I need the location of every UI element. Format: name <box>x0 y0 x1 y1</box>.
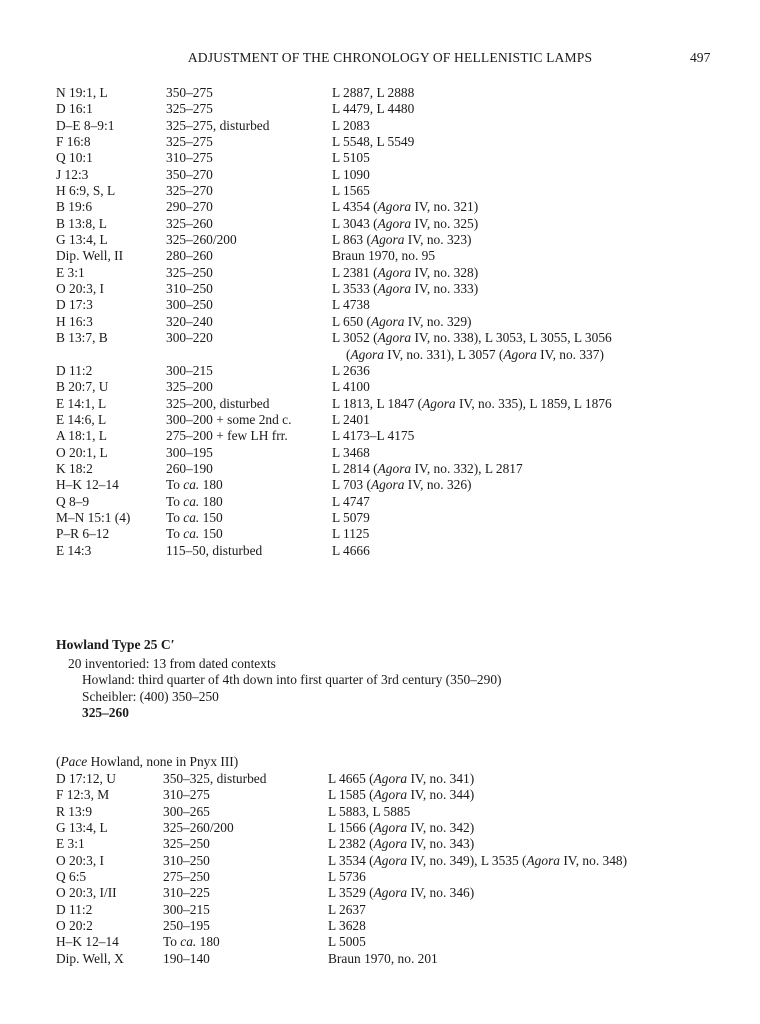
lamp-inventory <box>328 918 366 934</box>
lamp-inventory <box>332 85 414 101</box>
text-run: L 4666 <box>332 542 370 558</box>
adjusted-date <box>68 705 501 721</box>
howland-date: Howland: third quarter of 4th down into first quarter of 3rd century (350–290) <box>82 672 502 688</box>
deposit-context: K 18:2 <box>56 460 93 476</box>
context-date: 310–275 <box>166 150 213 166</box>
text-run: L 2381 ( <box>332 264 378 280</box>
context-date: 310–250 <box>163 852 210 868</box>
text-run: L 4100 <box>332 379 370 395</box>
context-date: 325–275 <box>166 101 213 117</box>
text-run: IV, no. 342) <box>407 820 475 836</box>
type-summary <box>68 656 501 722</box>
lamp-inventory <box>332 428 414 444</box>
text-run: IV, no. 343) <box>407 836 475 852</box>
lamp-inventory <box>332 216 478 232</box>
lamp-inventory <box>332 118 370 134</box>
deposit-context: E 3:1 <box>56 264 85 280</box>
deposit-context: N 19:1, L <box>56 85 108 100</box>
context-date: 325–260/200 <box>163 820 234 836</box>
deposit-context: O 20:3, I/II <box>56 885 117 901</box>
italic-run: Agora <box>370 313 405 329</box>
text-run: 180 <box>199 477 223 493</box>
deposit-context: D 11:2 <box>56 901 93 917</box>
italic-run: Agora <box>373 787 408 803</box>
lamp-inventory <box>332 412 370 428</box>
pace-note <box>56 754 238 770</box>
deposit-context: B 13:8, L <box>56 215 107 231</box>
context-date: 275–250 <box>163 869 210 885</box>
text-run: 180 <box>199 493 223 509</box>
italic-run: ca. <box>183 493 200 509</box>
text-run: L 4738 <box>332 297 370 313</box>
context-date: 300–195 <box>166 444 213 460</box>
italic-run: Agora <box>370 477 405 493</box>
italic-run: Agora <box>370 232 405 248</box>
deposit-context: E 14:6, L <box>56 411 107 427</box>
text-run: To <box>163 934 181 950</box>
lamp-inventory <box>332 526 369 542</box>
context-date: 300–200 + some 2nd c. <box>166 411 292 427</box>
text-run: IV, no. 328) <box>411 264 479 280</box>
italic-run: Agora <box>526 852 560 868</box>
text-run: IV, no. 341) <box>407 771 475 786</box>
deposit-context: D 11:2 <box>56 362 93 378</box>
italic-run: Agora <box>373 820 408 836</box>
lamp-inventory <box>328 771 474 787</box>
deposit-context: P–R 6–12 <box>56 526 110 542</box>
italic-run: Agora <box>373 885 408 901</box>
lamp-inventory-line <box>332 347 612 363</box>
text-run: IV, no. 321) <box>411 199 479 215</box>
text-run: L 3533 ( <box>332 281 378 297</box>
italic-run: Agora <box>373 852 408 868</box>
lamp-inventory <box>328 820 474 836</box>
page-number: 497 <box>690 50 711 65</box>
lamp-inventory <box>332 281 478 297</box>
context-date: 310–275 <box>163 787 210 803</box>
lamp-inventory <box>332 494 370 510</box>
context-date: 325–260/200 <box>166 232 237 248</box>
italic-run: Agora <box>377 264 412 280</box>
context-date <box>166 477 223 493</box>
section-title: Howland Type 25 C′ <box>56 637 175 652</box>
italic-run: Agora <box>350 346 384 362</box>
deposit-context: E 14:1, L <box>56 395 107 411</box>
deposit-context: D 17:3 <box>56 297 93 313</box>
context-date: 300–250 <box>166 297 213 313</box>
deposit-context: B 20:7, U <box>56 379 109 395</box>
italic-run: Agora <box>377 281 412 297</box>
text-run: L 2083 <box>332 117 370 133</box>
text-run: L 650 ( <box>332 313 371 329</box>
deposit-context: Dip. Well, X <box>56 950 124 966</box>
deposit-context: E 3:1 <box>56 836 85 852</box>
text-run: IV, no. 333) <box>411 281 479 297</box>
deposit-context: Dip. Well, II <box>56 248 124 264</box>
text-run: L 863 ( <box>332 232 371 248</box>
text-run: L 2637 <box>328 901 366 917</box>
lamp-inventory <box>328 853 627 869</box>
context-date: 115–50, disturbed <box>166 542 263 558</box>
text-run: L 3628 <box>328 918 366 934</box>
text-run: L 2887, L 2888 <box>332 85 415 100</box>
lamp-inventory <box>332 183 370 199</box>
deposit-context: R 13:9 <box>56 803 93 819</box>
deposit-context: H 6:9, S, L <box>56 183 116 199</box>
text-run: IV, no. 323) <box>404 232 472 248</box>
context-date: 300–215 <box>163 901 210 917</box>
deposit-context: O 20:1, L <box>56 444 108 460</box>
text-run: L 5005 <box>328 934 366 950</box>
scheibler-date: Scheibler: (400) 350–250 <box>82 688 219 704</box>
italic-run: Agora <box>373 771 408 786</box>
deposit-context: G 13:4, L <box>56 820 108 836</box>
deposit-context: Q 8–9 <box>56 493 90 509</box>
text-run: L 1565 <box>332 183 370 199</box>
text-run: L 4747 <box>332 493 370 509</box>
text-run: IV, no. 325) <box>411 215 479 231</box>
text-run: IV, no. 338), L 3053, L 3055, L 3056 <box>411 330 612 346</box>
text-run: IV, no. 349), L 3535 ( <box>407 852 527 868</box>
text-run: IV, no. 335), L 1859, L 1876 <box>455 395 612 411</box>
italic-run: ca. <box>183 477 200 493</box>
lamp-inventory <box>332 101 414 117</box>
deposit-context: M–N 15:1 (4) <box>56 509 131 525</box>
italic-run: Agora <box>373 836 408 852</box>
lamp-inventory <box>332 330 612 363</box>
text-run: IV, no. 331), L 3057 ( <box>383 346 504 362</box>
text-run: L 5105 <box>332 150 370 166</box>
context-date: 350–270 <box>166 166 213 182</box>
text-run: 150 <box>199 526 223 542</box>
italic-run: Agora <box>377 199 412 215</box>
deposit-context: G 13:4, L <box>56 232 108 248</box>
text-run: To <box>166 526 184 542</box>
lamp-inventory <box>332 199 478 215</box>
lamp-inventory <box>332 461 523 477</box>
text-run: L 2814 ( <box>332 460 378 476</box>
lamp-inventory <box>328 804 410 820</box>
lamp-inventory <box>332 477 472 493</box>
text-run: 180 <box>196 934 220 950</box>
lamp-inventory <box>332 543 370 559</box>
context-date: 250–195 <box>163 918 210 934</box>
lamp-inventory <box>328 885 474 901</box>
lamp-inventory <box>328 902 366 918</box>
italic-run: Agora <box>503 346 537 362</box>
lamp-inventory <box>332 167 370 183</box>
text-run: IV, no. 346) <box>407 885 475 901</box>
text-run: Braun 1970, no. 201 <box>328 950 438 966</box>
lamp-inventory <box>328 934 366 950</box>
context-date: 325–275 <box>166 134 213 150</box>
context-date: 325–200, disturbed <box>166 395 270 411</box>
deposit-context: B 13:7, B <box>56 330 108 346</box>
context-date <box>163 934 220 950</box>
italic-run: Agora <box>377 330 412 346</box>
deposit-context: H 16:3 <box>56 313 93 329</box>
text-run: L 5736 <box>328 869 366 885</box>
text-run: L 4354 ( <box>332 199 378 215</box>
deposit-context: F 16:8 <box>56 134 91 150</box>
deposit-context: D 17:12, U <box>56 771 116 786</box>
context-date: 300–265 <box>163 803 210 819</box>
text-run: L 703 ( <box>332 477 371 493</box>
text-run: L 4479, L 4480 <box>332 101 415 117</box>
deposit-context: D 16:1 <box>56 101 93 117</box>
text-run: L 4665 ( <box>328 771 374 786</box>
lamp-inventory <box>332 396 612 412</box>
lamp-inventory-line <box>332 330 612 346</box>
text-run: L 5883, L 5885 <box>328 803 411 819</box>
text-run: IV, no. 344) <box>407 787 475 803</box>
context-date: 310–250 <box>166 281 213 297</box>
text-run: L 3529 ( <box>328 885 374 901</box>
context-date: 260–190 <box>166 460 213 476</box>
deposit-context: H–K 12–14 <box>56 934 119 950</box>
context-date <box>166 494 223 510</box>
deposit-context: Q 10:1 <box>56 150 93 166</box>
context-date: 190–140 <box>163 950 210 966</box>
text-run: L 3534 ( <box>328 852 374 868</box>
lamp-inventory <box>332 510 370 526</box>
text-run: L 1813, L 1847 ( <box>332 395 423 411</box>
lamp-inventory <box>328 869 366 885</box>
text-run: L 3468 <box>332 444 370 460</box>
text-run: L 2401 <box>332 411 370 427</box>
inventoried-count: 20 inventoried: 13 from dated contexts <box>68 656 276 671</box>
context-date: 325–250 <box>163 836 210 852</box>
text-run: L 2636 <box>332 362 370 378</box>
lamp-inventory <box>328 787 474 803</box>
text-run: To <box>166 493 184 509</box>
lamp-inventory <box>332 363 370 379</box>
context-date: 300–220 <box>166 330 213 346</box>
text-run: IV, no. 329) <box>404 313 472 329</box>
deposit-context: E 14:3 <box>56 542 92 558</box>
text-run: L 1585 ( <box>328 787 374 803</box>
text-run: To <box>166 477 184 493</box>
context-date: 275–200 + few LH frr. <box>166 428 288 444</box>
text-run: IV, no. 337) <box>536 346 604 362</box>
lamp-inventory <box>332 150 370 166</box>
italic-run: Agora <box>422 395 456 411</box>
lamp-inventory <box>332 297 370 313</box>
text-run: ( <box>346 346 351 362</box>
lamp-inventory <box>328 836 474 852</box>
text-run: L 1566 ( <box>328 820 374 836</box>
deposit-context: H–K 12–14 <box>56 477 119 493</box>
lamp-inventory <box>332 248 435 264</box>
context-date: 325–270 <box>166 183 213 199</box>
context-date: 325–250 <box>166 264 213 280</box>
lamp-inventory <box>332 379 370 395</box>
italic-run: ca. <box>180 934 197 950</box>
context-date: 350–325, disturbed <box>163 771 267 786</box>
running-title: ADJUSTMENT OF THE CHRONOLOGY OF HELLENISTIC LAMPS <box>187 50 593 65</box>
deposit-context: J 12:3 <box>56 166 89 182</box>
context-date: 290–270 <box>166 199 213 215</box>
adjusted-date-start: 325–2 <box>82 705 116 721</box>
text-run: L 1125 <box>332 526 370 542</box>
text-run: L 1090 <box>332 166 370 182</box>
text-run: IV, no. 348) <box>559 852 628 868</box>
pace-open: ( <box>56 754 61 769</box>
deposit-context: F 12:3, M <box>56 787 110 803</box>
context-date: 320–240 <box>166 313 213 329</box>
text-run: L 4173–L 4175 <box>332 428 415 444</box>
pace-italic: Pace <box>60 754 88 769</box>
text-run: IV, no. 326) <box>404 477 472 493</box>
text-run: L 5548, L 5549 <box>332 134 415 150</box>
adjusted-date-end: 0 <box>122 705 129 721</box>
lamp-inventory <box>332 265 478 281</box>
italic-run: Agora <box>377 215 412 231</box>
italic-run: ca. <box>183 509 200 525</box>
context-date: 300–215 <box>166 362 213 378</box>
deposit-context: Q 6:5 <box>56 869 87 885</box>
adjusted-date-mark: 6 <box>115 705 123 721</box>
running-header <box>0 50 760 68</box>
deposit-context: O 20:3, I <box>56 852 104 868</box>
deposit-context: A 18:1, L <box>56 428 107 444</box>
lamp-inventory <box>332 314 472 330</box>
context-date: 280–260 <box>166 248 213 264</box>
text-run: Braun 1970, no. 95 <box>332 248 436 264</box>
lamp-inventory <box>332 134 414 150</box>
text-run: To <box>166 509 184 525</box>
italic-run: Agora <box>377 460 412 476</box>
deposit-context: D–E 8–9:1 <box>56 117 115 133</box>
context-date <box>166 510 223 526</box>
lamp-inventory <box>332 445 370 461</box>
text-run: 150 <box>199 509 223 525</box>
lamp-inventory <box>328 951 438 967</box>
deposit-context: B 19:6 <box>56 199 93 215</box>
lamp-inventory <box>332 232 472 248</box>
context-date: 350–275 <box>166 85 213 100</box>
context-date: 325–260 <box>166 215 213 231</box>
deposit-context: O 20:2 <box>56 918 93 934</box>
pace-rest: Howland, none in Pnyx III) <box>87 754 239 769</box>
context-date: 325–200 <box>166 379 213 395</box>
context-date: 325–275, disturbed <box>166 117 270 133</box>
deposit-context: O 20:3, I <box>56 281 104 297</box>
text-run: L 5079 <box>332 509 370 525</box>
text-run: L 2382 ( <box>328 836 374 852</box>
text-run: L 3043 ( <box>332 215 378 231</box>
context-date <box>166 526 223 542</box>
text-run: L 3052 ( <box>332 330 378 346</box>
context-date: 310–225 <box>163 885 210 901</box>
text-run: IV, no. 332), L 2817 <box>411 460 523 476</box>
italic-run: ca. <box>183 526 200 542</box>
